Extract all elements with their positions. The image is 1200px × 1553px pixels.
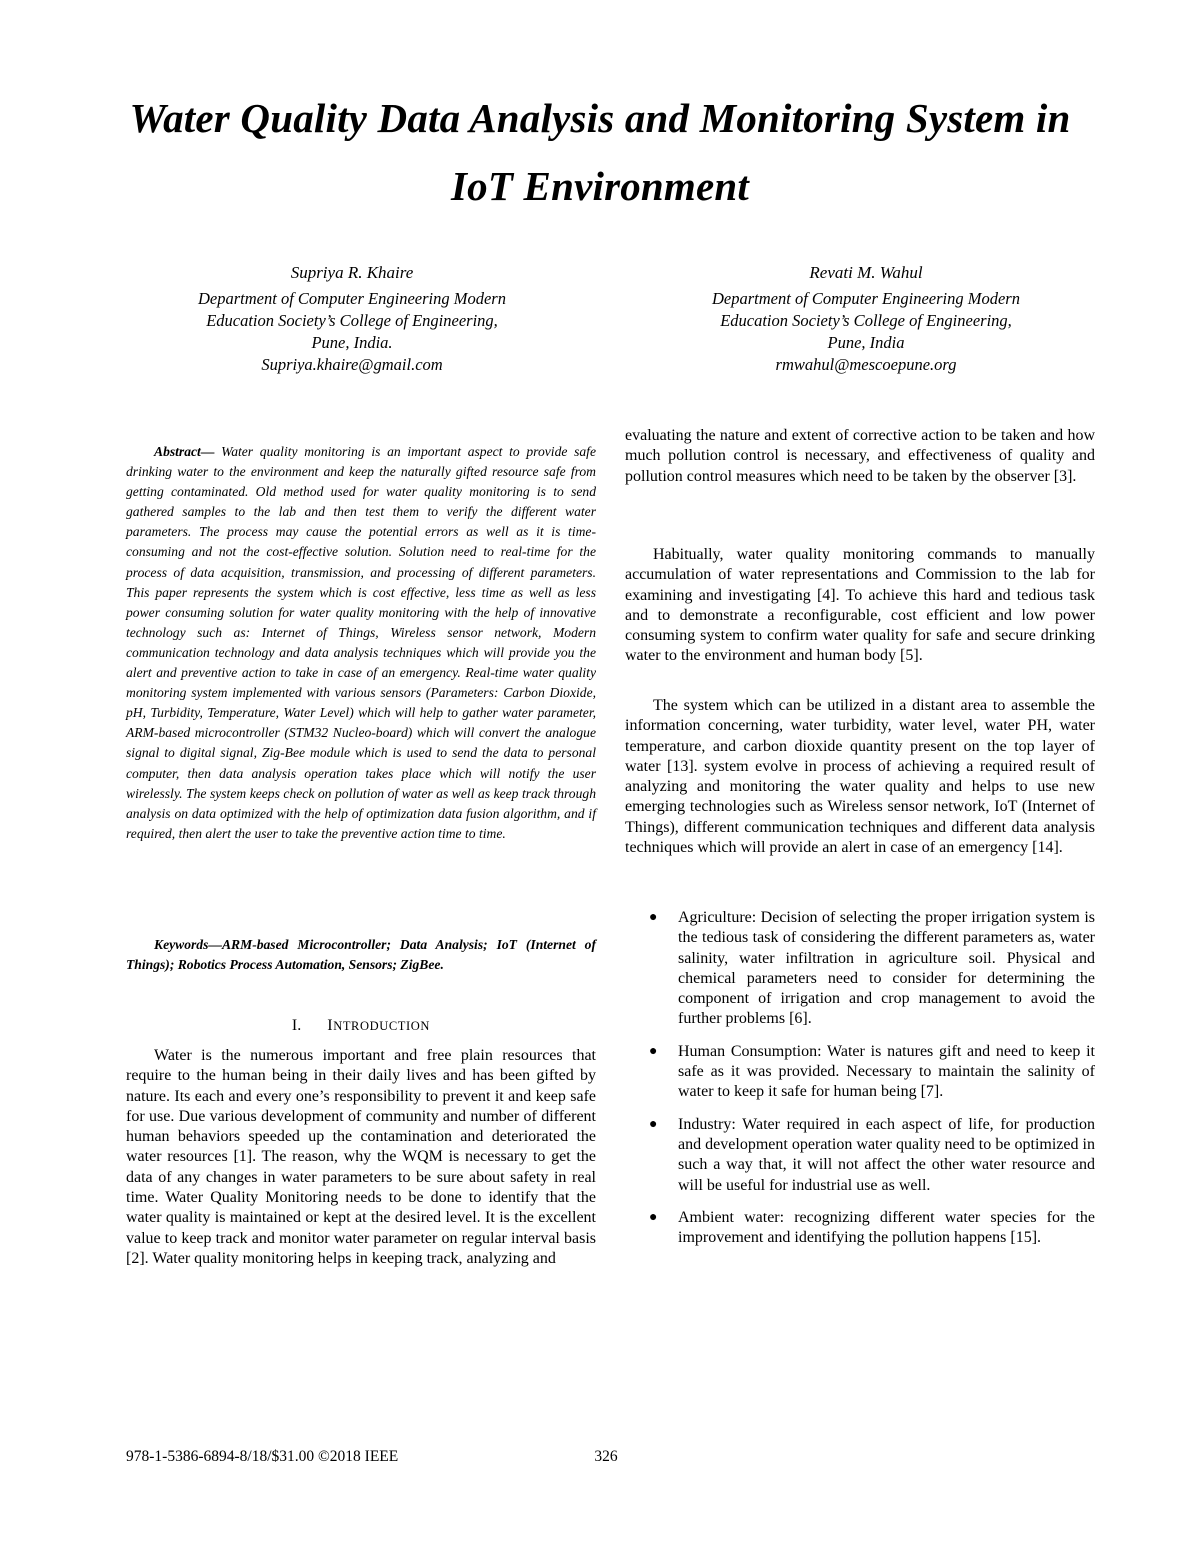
abstract-text: Water quality monitoring is an important aspect to provide safe drinking water to the environment and keep the naturally gifted resource safe from getting contaminated. Old method used for water quality monitoring is to send gathered samples to the lab and then test them to verify the different water parameters. The process may cause the potential errors as well as it is time-consuming and not the cost-effective solution. Solution need to real-time for the process of data acquisition, transmission, and processing of different parameters. This paper represents the system which is cost effective, less time as well as less power consuming solution for water quality monitoring with the help of innovative technology such as: Internet of Things, Wireless sensor network, Modern communication technology and data analysis techniques which will provide you the alert and preventive action to take in case of an emergency. Real-time water quality monitoring system implemented with various sensors (Parameters: Carbon Dioxide, pH, Turbidity, Temperature, Water Level) which will help to gather water parameter, ARM-based microcontroller (STM32 Nucleo-board) which will convert the analogue signal to digital signal, Zig-Bee module which is used to send the data to personal computer, then data analysis operation takes place which will notify the user wirelessly. The system keeps check on pollution of water as well as keep track through analysis on data optimized with the help of optimization data fusion algorithm, and if required, then alert the user to take the preventive action time to time. (126, 444, 596, 841)
paper-title: Water Quality Data Analysis and Monitoring System in IoT Environment (129, 95, 1071, 209)
author-email: Supriya.khaire@gmail.com (261, 355, 443, 374)
bullet-icon: ● (649, 1116, 658, 1132)
author-block-2 (636, 262, 1096, 376)
section-heading-introduction (126, 1017, 596, 1035)
author-affiliation-line1: Department of Computer Engineering Modern (198, 289, 506, 308)
keywords-lead: Keywords— (154, 937, 222, 952)
author-affiliation-line2: Education Society’s College of Engineering, (720, 311, 1012, 330)
bullet-icon: ● (649, 1043, 658, 1059)
list-item (625, 1208, 1095, 1249)
bullet-icon: ● (649, 910, 658, 925)
list-item (625, 1115, 1095, 1196)
section-title-initial: I (327, 1017, 334, 1034)
section-number: I. (291, 1017, 302, 1034)
page-number: 326 (594, 1448, 618, 1465)
bullet-text: Industry: Water required in each aspect of life, for production and development operation water quality need to be optimized in such a way that, it will not affect the other water resource and will be useful for industrial use as well. (678, 1115, 1095, 1194)
author-name: Revati M. Wahul (809, 263, 923, 282)
author-affiliation-line2: Education Society’s College of Engineering, (206, 311, 498, 330)
section-title-rest: NTRODUCTION (333, 1019, 431, 1033)
author-block-1 (122, 262, 582, 376)
body-paragraph-3: The system which can be utilized in a distant area to assemble the information concerning, water turbidity, water level, water PH, water temperature, and carbon dioxide quantity present on the top layer of water [13]. system evolve in process of achieving a required result of analyzing and monitoring the water quality and helps to use new emerging technologies such as Wireless sensor network, IoT (Internet of Things), different communication techniques and different data analysis techniques which will provide an alert in case of an emergency [14]. (625, 697, 1095, 857)
intro-paragraph: Water is the numerous important and free plain resources that require to the human being in their daily lives and has been gifted by nature. Its each and every one’s responsibility to prevent it and keep safe for use. Due various development of community and number of different human behaviors speeded up the contamination and deteriorated the water resources [1]. The reason, why the WQM is necessary to get the data of any changes in water parameters to be sure about safety in real time. Water Quality Monitoring needs to be done to identify that the water quality is maintained or kept at the desired level. It is the excellent value to keep track and monitor water parameter on regular interval basis [2]. Water quality monitoring helps in keeping track, analyzing and (126, 1047, 596, 1267)
bullet-text: Ambient water: recognizing different water species for the improvement and identifying the pollution happens [15]. (678, 1208, 1095, 1247)
author-email: rmwahul@mescoepune.org (775, 355, 957, 374)
author-affiliation-line1: Department of Computer Engineering Modern (712, 289, 1020, 308)
bullet-text: Agriculture: Decision of selecting the proper irrigation system is the tedious task of considering the different parameters as, water salinity, water infiltration in agriculture soil. Physical and chemical parameters need to consider for determining the component of irrigation and crop management to avoid the further problems [6]. (678, 909, 1095, 1028)
abstract-lead: Abstract— (154, 444, 215, 459)
list-item (625, 1042, 1095, 1103)
body-paragraph-2: Habitually, water quality monitoring commands to manually accumulation of water representations and Commission to the lab for examining and investigating [4]. To achieve this hard and tedious task and to demonstrate a reconfigurable, cost efficient and low power consuming system to confirm water quality for safe and secure drinking water to the environment and human body [5]. (625, 546, 1095, 665)
list-item (625, 908, 1095, 1030)
author-location: Pune, India. (311, 333, 393, 352)
copyright-notice: 978-1-5386-6894-8/18/$31.00 ©2018 IEEE (126, 1448, 399, 1465)
continuation-paragraph: evaluating the nature and extent of corrective action to be taken and how much pollution control is necessary, and effectiveness of quality and pollution control measures which need to be taken by the observer [3]. (625, 427, 1095, 485)
keywords-text: ARM-based Microcontroller; Data Analysis; IoT (Internet of Things); Robotics Process Automation, Sensors; ZigBee. (126, 937, 596, 973)
bullet-text: Human Consumption: Water is natures gift and need to keep it safe as it was provided. Necessary to maintain the salinity of water to keep it safe for human being [7]. (678, 1042, 1095, 1101)
application-bullet-list (625, 908, 1095, 1260)
bullet-icon: ● (649, 1209, 658, 1225)
author-location: Pune, India (827, 333, 905, 352)
keywords (126, 935, 596, 975)
abstract (126, 442, 596, 844)
author-name: Supriya R. Khaire (290, 263, 414, 282)
